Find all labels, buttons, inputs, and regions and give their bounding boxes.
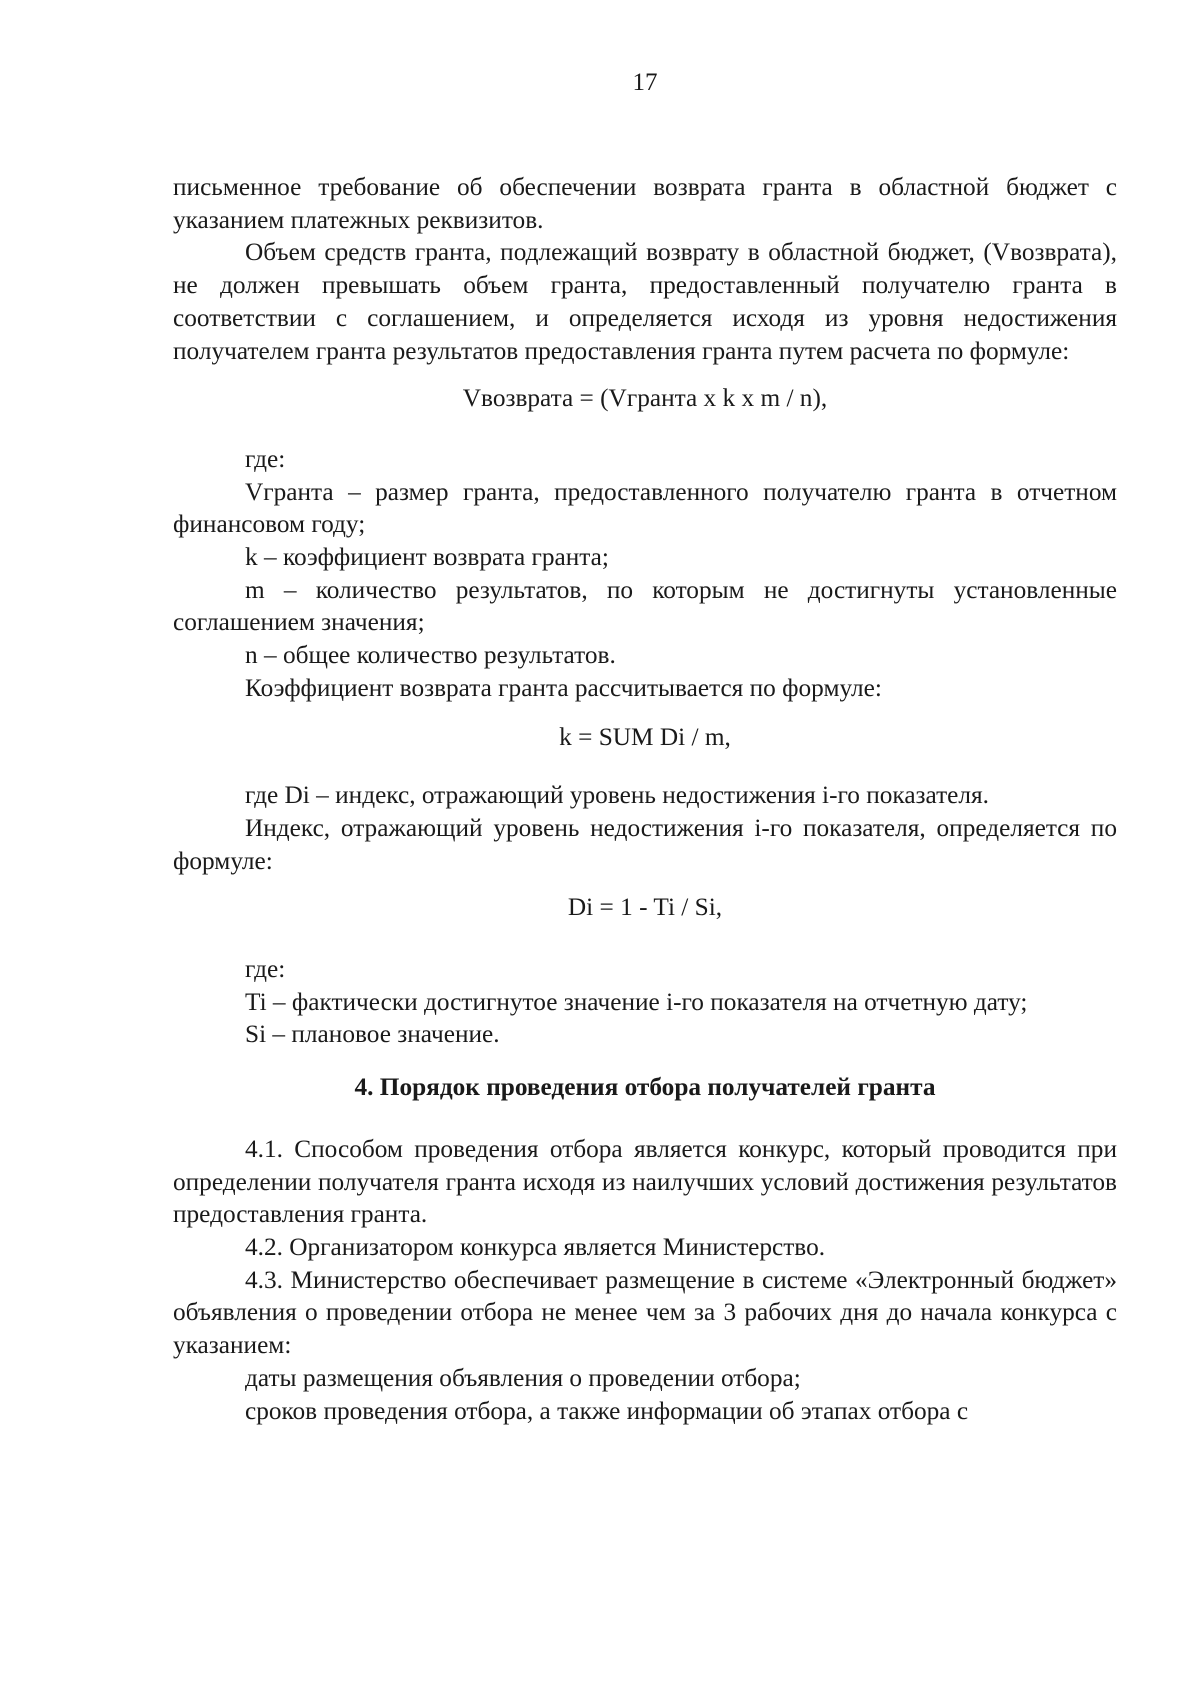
- paragraph-index-intro: Индекс, отражающий уровень недостижения i-го показателя, определяется по формуле:: [173, 813, 1117, 875]
- paragraph-n-definition: n – общее количество результатов.: [245, 641, 616, 670]
- formula-index: Di = 1 - Ti / Si,: [567, 893, 723, 922]
- formula-return-volume: Vвозврата = (Vгранта x k x m / n),: [462, 384, 828, 413]
- paragraph-vgranta-definition: Vгранта – размер гранта, предоставленного получателю гранта в отчетном финансовом году;: [173, 477, 1117, 539]
- paragraph-di-definition: где Di – индекс, отражающий уровень недостижения i-го показателя.: [245, 781, 989, 810]
- paragraph-m-definition: m – количество результатов, по которым не достигнуты установленные соглашением значения;: [173, 575, 1117, 637]
- paragraph-where-1: где:: [245, 444, 286, 473]
- section-4-heading: 4. Порядок проведения отбора получателей гранта: [354, 1073, 936, 1102]
- paragraph-selection-terms: сроков проведения отбора, а также информации об этапах отбора с: [245, 1396, 969, 1425]
- paragraph-return-requirement: письменное требование об обеспечении возврата гранта в областной бюджет с указанием платежных реквизитов.: [173, 173, 1117, 234]
- paragraph-return-volume: Объем средств гранта, подлежащий возврату в областной бюджет, (Vвозврата), не должен превышать объем гранта, предоставленный получателю гранта в соответствии с соглашением, и определяется исходя из уровня недостижения получателем гранта результатов предоставления гранта путем расчета по формуле:: [173, 238, 1117, 365]
- paragraph-where-2: где:: [245, 955, 286, 984]
- document-body: [173, 171, 1117, 1427]
- paragraph-4-1: 4.1. Способом проведения отбора является конкурс, который проводится при определении получателя гранта исходя из наилучших условий достижения результатов предоставления гранта.: [173, 1134, 1117, 1229]
- paragraph-si-definition: Si – плановое значение.: [245, 1020, 500, 1049]
- paragraph-4-2: 4.2. Организатором конкурса является Министерство.: [245, 1232, 826, 1261]
- paragraph-coefficient-intro: Коэффициент возврата гранта рассчитывается по формуле:: [245, 673, 882, 702]
- page-number: 17: [632, 69, 658, 96]
- paragraph-k-definition: k – коэффициент возврата гранта;: [245, 543, 609, 572]
- paragraph-announcement-date: даты размещения объявления о проведении отбора;: [245, 1363, 801, 1392]
- formula-coefficient: k = SUM Di / m,: [559, 722, 731, 751]
- paragraph-4-3: 4.3. Министерство обеспечивает размещение в системе «Электронный бюджет» объявления о проведении отбора не менее чем за 3 рабочих дня до начала конкурса с указанием:: [173, 1265, 1117, 1360]
- paragraph-ti-definition: Ti – фактически достигнутое значение i-го показателя на отчетную дату;: [245, 987, 1028, 1016]
